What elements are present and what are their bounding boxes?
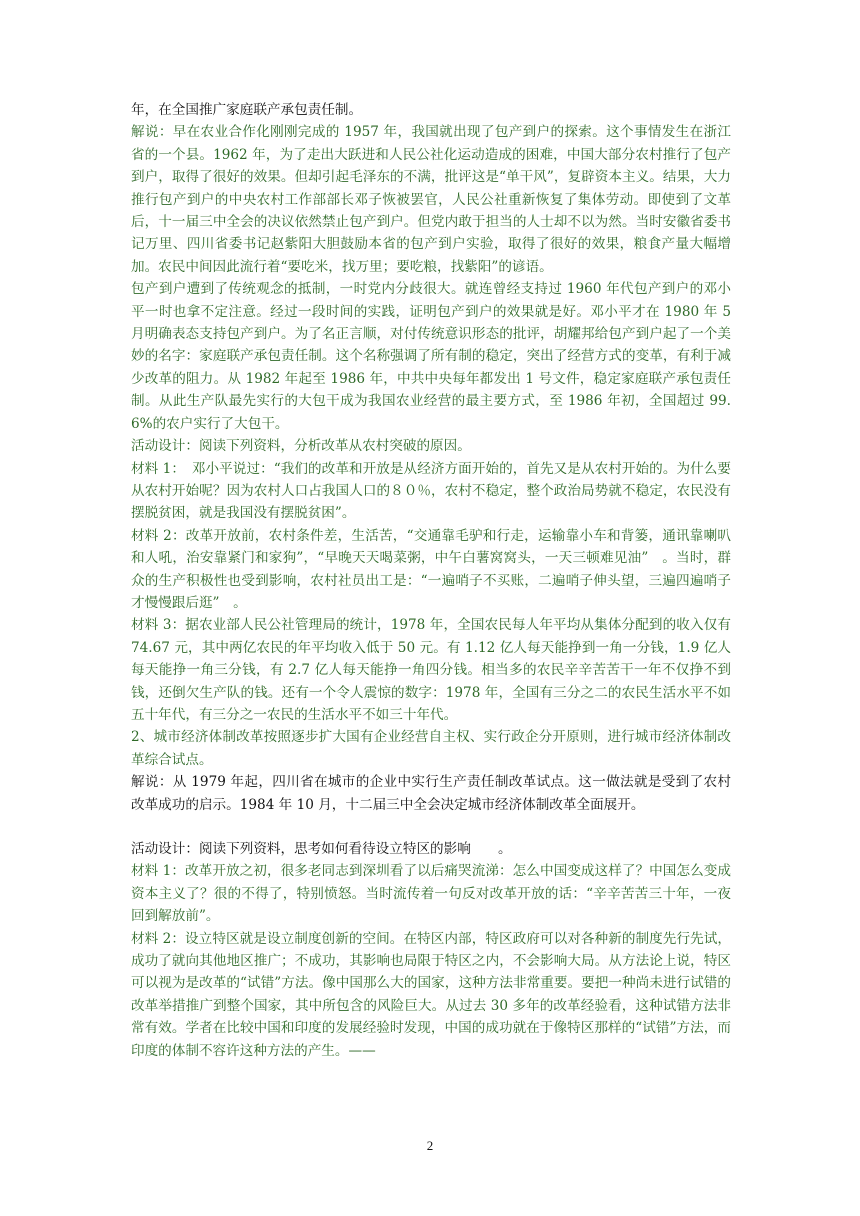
paragraph: 活动设计：阅读下列资料，分析改革从农村突破的原因。 (131, 438, 471, 455)
paragraph: 年，在全国推广家庭联产承包责任制。 (131, 102, 363, 118)
paragraph: 材料 3：据农业部人民公社管理局的统计，1978 年，全国农民每人年平均从集体分配到的收入仅有 74.67 元，其中两亿农民的年平均收入低于 50 元。有 1.12 亿人每天能挣到一角一分钱，1.9 亿人每天能挣一角三分钱，有 2.7 亿人每天能挣一角四分钱。相当多的农民辛辛苦苦干一年不仅挣不到钱，还倒欠生产队的钱。还有一个令人震惊的数字：1978 年，全国有三分之二的农民生活水平不如五十年代，有三分之一农民的生活水平不如三十年代。 (131, 617, 731, 723)
paragraph: 解说：早在农业合作化刚刚完成的 1957 年，我国就出现了包产到户的探索。这个事情发生在浙江省的一个县。1962 年，为了走出大跃进和人民公社化运动造成的困难，中国大部分农村推行了包产到户，取得了很好的效果。但却引起毛泽东的不满，批评这是“单干风”，复辟资本主义。结果，大力推行包产到户的中央农村工作部部长邓子恢被罢官，人民公社重新恢复了集体劳动。即使到了文革后，十一届三中全会的决议依然禁止包产到户。但党内敢于担当的人士却不以为然。当时安徽省委书记万里、四川省委书记赵紫阳大胆鼓励本省的包产到户实验，取得了很好的效果，粮食产量大幅增加。农民中间因此流行着“要吃米，找万里；要吃粮，找紫阳”的谚语。 (131, 124, 731, 275)
paragraph-gap (131, 816, 731, 838)
paragraph: 材料 2：设立特区就是设立制度创新的空间。在特区内部，特区政府可以对各种新的制度先行先试，成功了就向其他地区推广；不成功，其影响也局限于特区之内，不会影响大局。从方法论上说，特区可以视为是改革的“试错”方法。像中国那么大的国家，这种方法非常重要。要把一种尚未进行试错的改革举措推广到整个国家，其中所包含的风险巨大。从过去 30 多年的改革经验看，这种试错方法非常有效。学者在比较中国和印度的发展经验时发现，中国的成功就在于像特区那样的“试错”方法，而印度的体制不容许这种方法的产生。—— (131, 930, 731, 1059)
paragraph: 解说：从 1979 年起，四川省在城市的企业中实行生产责任制改革试点。这一做法就是受到了农村改革成功的启示。1984 年 10 月，十二届三中全会决定城市经济体制改革全面展开。 (131, 774, 731, 813)
paragraph: 材料 1： 邓小平说过：“我们的改革和开放是从经济方面开始的，首先又是从农村开始的。为什么要从农村开始呢？因为农村人口占我国人口的８０％，农村不稳定，整个政治局势就不稳定，农民没有摆脱贫困，就是我国没有摆脱贫困”。 (131, 460, 731, 522)
document-body (131, 99, 731, 1062)
page-number: 2 (426, 1138, 434, 1153)
paragraph: 2、城市经济体制改革按照逐步扩大国有企业经营自主权、实行政企分开原则，进行城市经济体制改革综合试点。 (131, 729, 731, 768)
paragraph: 材料 1：改革开放之初，很多老同志到深圳看了以后痛哭流涕：怎么中国变成这样了？中国怎么变成资本主义了？很的不得了，特别愤怒。当时流传着一句反对改革开放的话：“辛辛苦苦三十年，一夜回到解放前”。 (131, 863, 731, 925)
paragraph: 包产到户遭到了传统观念的抵制，一时党内分歧很大。就连曾经支持过 1960 年代包产到户的邓小平一时也拿不定注意。经过一段时间的实践，证明包产到户的效果就是好。邓小平才在 1980 年 5 月明确表态支持包产到户。为了名正言顺，对付传统意识形态的批评，胡耀邦给包产到户起了一个美妙的名字：家庭联产承包责任制。这个名称强调了所有制的稳定，突出了经营方式的变革，有利于减少改革的阻力。从 1982 年起至 1986 年，中共中央每年都发出 1 号文件，稳定家庭联产承包责任制。从此生产队最先实行的大包干成为我国农业经营的最主要方式，至 1986 年初，全国超过 99.6%的农户实行了大包干。 (131, 281, 731, 432)
paragraph: 活动设计：阅读下列资料，思考如何看待设立特区的影响 。 (131, 841, 512, 857)
paragraph: 材料 2：改革开放前，农村条件差，生活苦，“交通靠毛驴和行走，运输靠小车和背篓，通讯靠喇叭和人吼，治安靠紧门和家狗”，“早晚天天喝菜粥，中午白薯窝窝头，一天三顿难见油” 。当时，群众的生产积极性也受到影响，农村社员出工是：“一遍哨子不买账，二遍哨子伸头望，三遍四遍哨子才慢慢跟后逛” 。 (131, 527, 731, 611)
